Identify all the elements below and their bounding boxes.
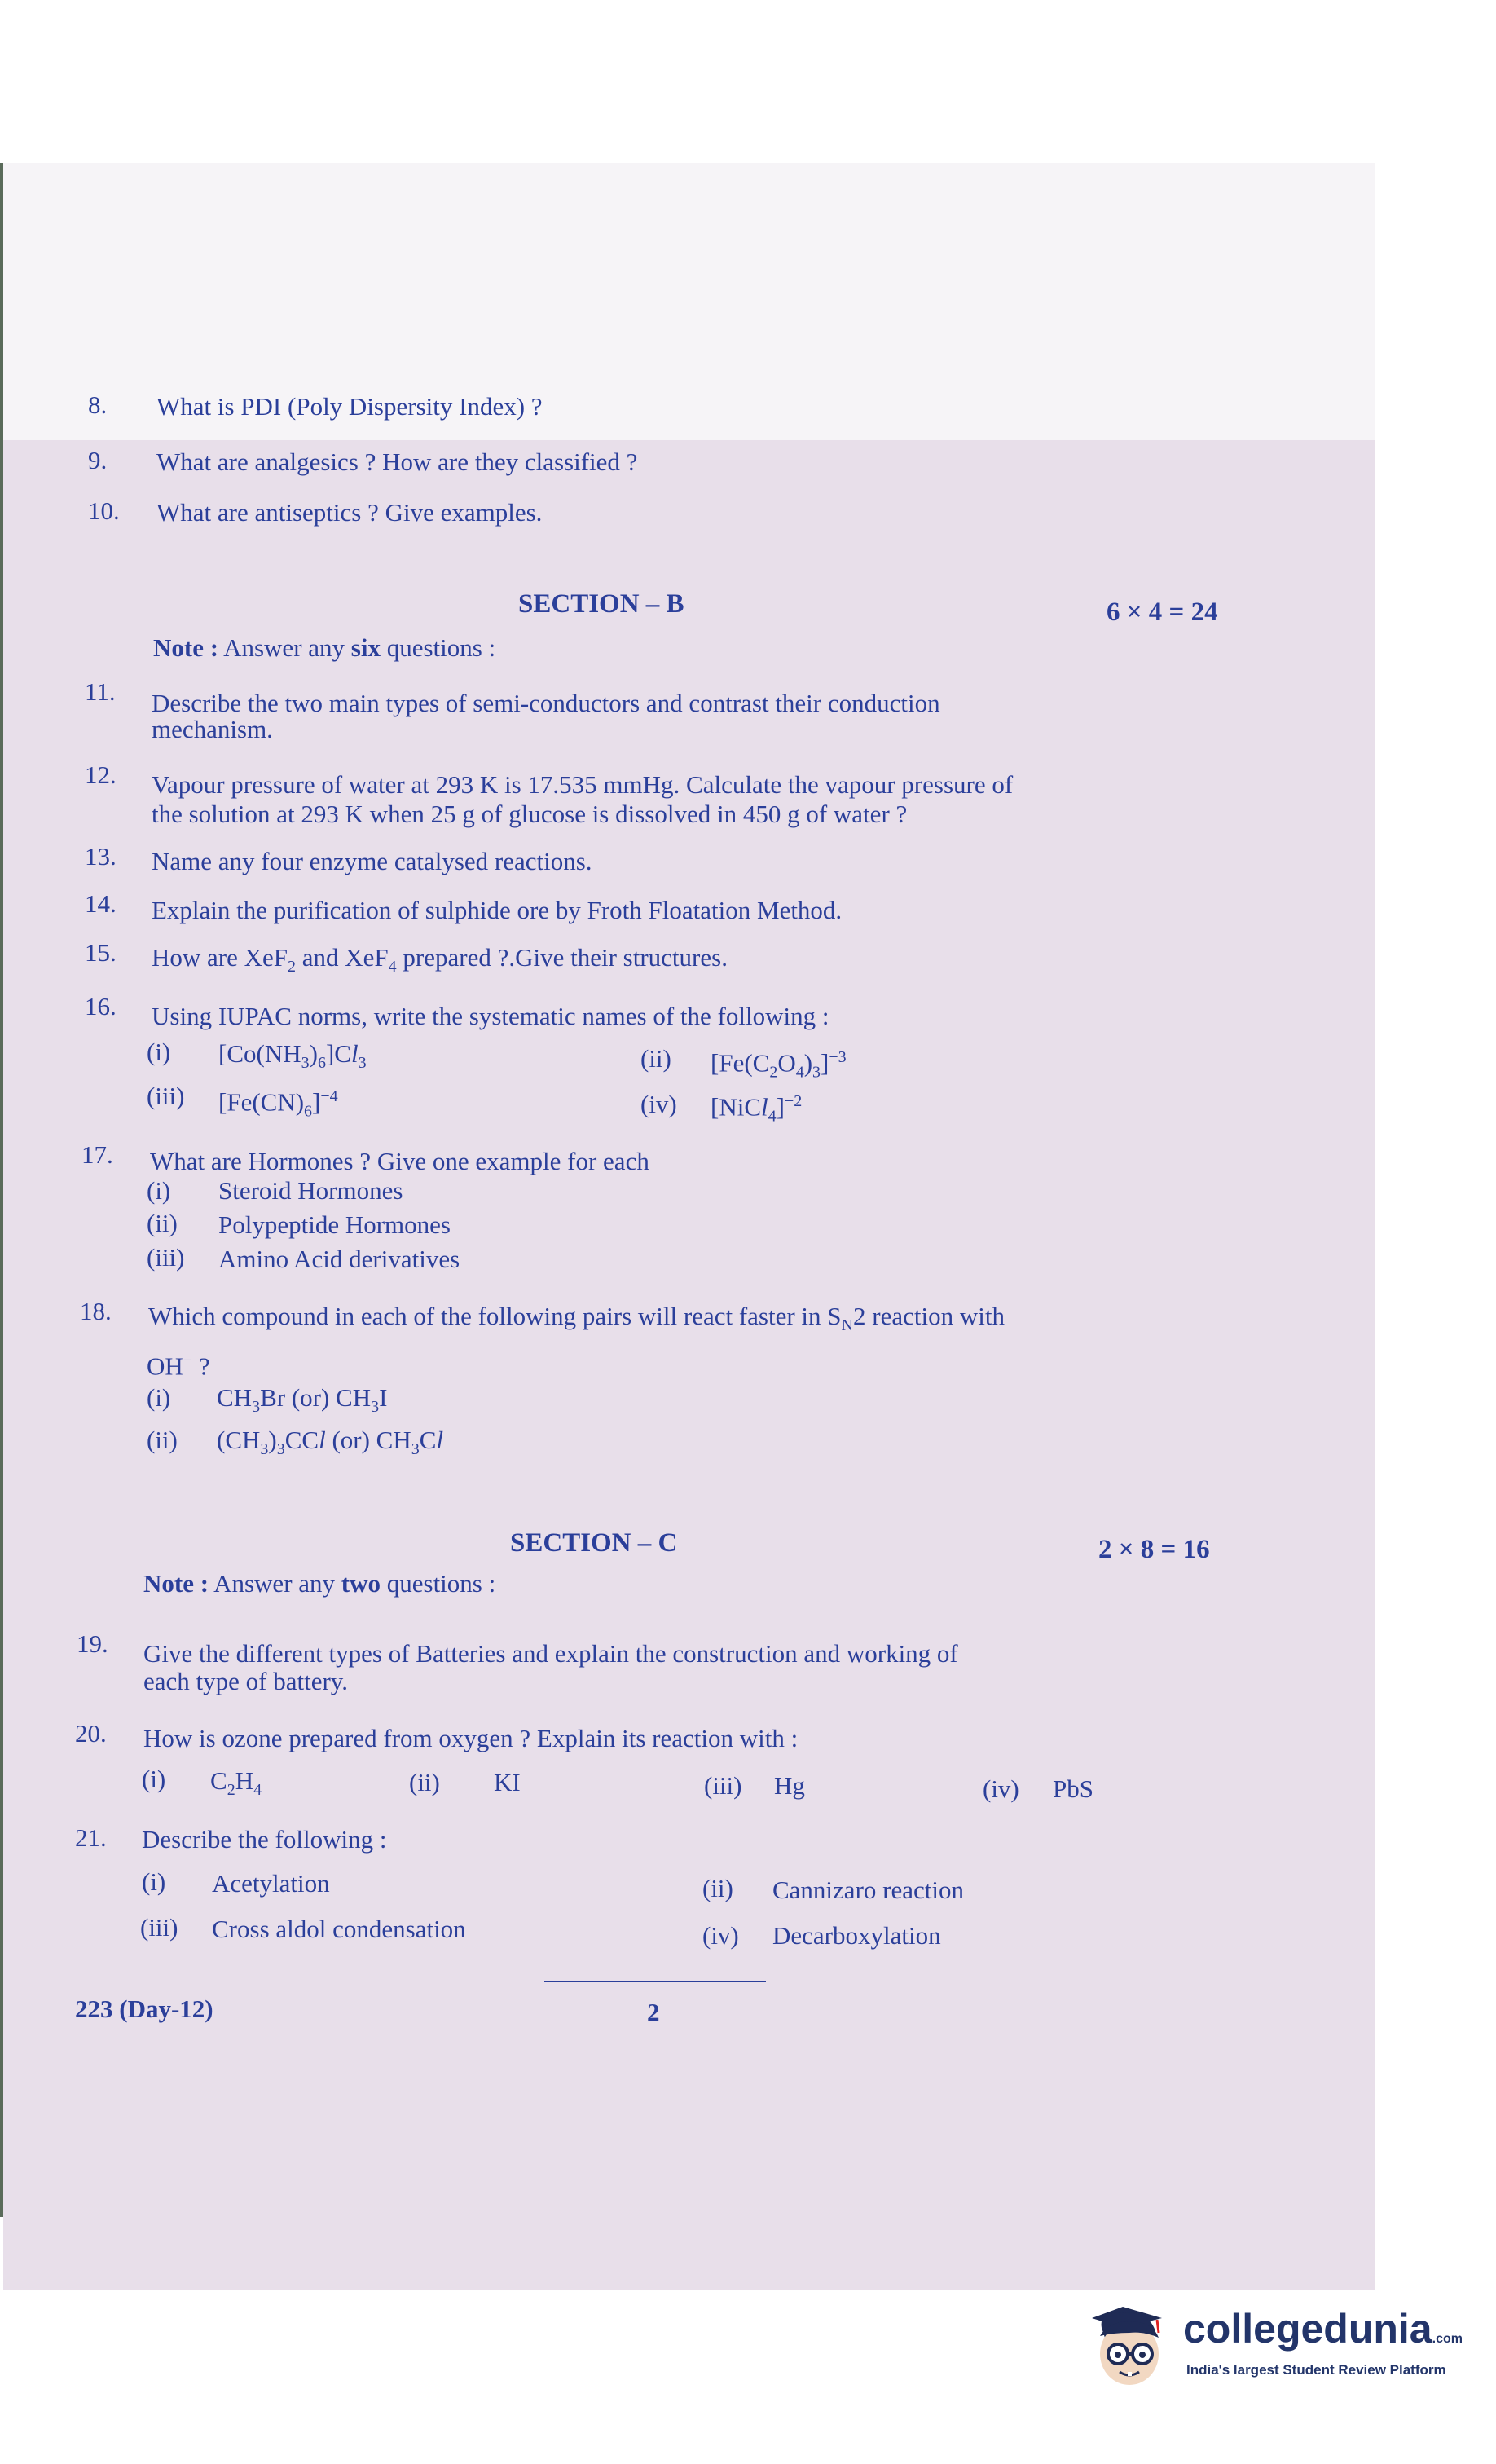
page-number: 2	[647, 1998, 660, 2026]
q13-number: 13.	[85, 842, 117, 871]
q19-line1: Give the different types of Batteries and explain the construction and working of	[143, 1639, 958, 1668]
q21-text: Describe the following :	[142, 1825, 387, 1854]
note-text: Answer any	[223, 633, 345, 662]
collegedunia-logo[interactable]	[1092, 2299, 1463, 2396]
q10-text: What are antiseptics ? Give examples.	[156, 498, 543, 527]
q17-item-ii: Polypeptide Hormones	[218, 1210, 451, 1239]
q16-number: 16.	[85, 992, 117, 1020]
q17-item-i: Steroid Hormones	[218, 1176, 403, 1205]
q17-item-i-label: (i)	[147, 1176, 171, 1205]
q21-item-iii-label: (iii)	[140, 1913, 178, 1942]
note-count: six	[350, 633, 381, 662]
q18-option-i-formula: $CH_3Br$ (or) $CH_3I$	[217, 1383, 388, 1417]
note-text-end: questions :	[386, 1569, 496, 1598]
q19-line2: each type of battery.	[143, 1667, 349, 1695]
q17-item-iii-label: (iii)	[147, 1243, 185, 1272]
q19-number: 19.	[77, 1629, 108, 1658]
note-text: Answer any	[213, 1569, 336, 1598]
note-label: Note :	[153, 633, 219, 662]
q18-option-ii-label: (ii)	[147, 1426, 178, 1454]
q16-option-iv-formula: [NiCl$_4$]$^{-2}$	[711, 1092, 803, 1126]
q16-option-iii-formula: $[Fe(CN)_6]^{-4}$	[218, 1087, 338, 1121]
q9-number: 9.	[88, 446, 108, 474]
q18-number: 18.	[80, 1297, 112, 1325]
q20-option-iv-label: (iv)	[983, 1774, 1019, 1803]
q18-option-i-label: (i)	[147, 1383, 171, 1412]
q11-line2: mechanism.	[152, 715, 273, 743]
q20-option-i-formula: $C_2H_4$	[210, 1766, 262, 1800]
section-c-title: SECTION – C	[510, 1528, 678, 1558]
section-c-note	[143, 1568, 495, 1599]
q21-item-ii: Cannizaro reaction	[772, 1876, 964, 1904]
section-b-marks: 6 × 4 = 24	[1107, 597, 1218, 627]
q8-text: What is PDI (Poly Dispersity Index) ?	[156, 392, 543, 421]
mascot-icon	[1092, 2303, 1173, 2388]
footer-rule	[544, 1981, 766, 1982]
q17-number: 17.	[81, 1140, 113, 1169]
q16-option-ii-formula: $[Fe(C_2O_4)_3]^{-3}$	[711, 1048, 847, 1082]
q20-option-iv: PbS	[1053, 1774, 1093, 1803]
q15-number: 15.	[85, 938, 117, 967]
q16-option-i-formula: $[Co(NH_3)_6]Cl_3$	[218, 1039, 367, 1073]
q18-option-ii-formula: $(CH_3)_3CCl$ (or) $CH_3Cl$	[217, 1426, 444, 1459]
q14-text: Explain the purification of sulphide ore by Froth Floatation Method.	[152, 896, 843, 924]
logo-wordmark: collegedunia.com	[1183, 2306, 1463, 2352]
q12-line1: Vapour pressure of water at 293 K is 17.535 mmHg. Calculate the vapour pressure of	[152, 770, 1014, 799]
q13-text: Name any four enzyme catalysed reactions.	[152, 847, 592, 875]
q21-number: 21.	[75, 1823, 107, 1852]
q16-option-iii-label: (iii)	[147, 1082, 185, 1110]
q17-item-ii-label: (ii)	[147, 1209, 178, 1237]
q16-option-ii-label: (ii)	[640, 1044, 671, 1073]
q8-number: 8.	[88, 390, 108, 419]
note-count: two	[341, 1569, 381, 1598]
q18-text: Which compound in each of the following pairs will react faster in $S_N2$ reaction with	[148, 1302, 1005, 1335]
q20-number: 20.	[75, 1719, 107, 1748]
q10-number: 10.	[88, 496, 120, 525]
q16-option-i-label: (i)	[147, 1038, 171, 1066]
q11-line1: Describe the two main types of semi-conductors and contrast their conduction	[152, 689, 940, 717]
q12-line2: the solution at 293 K when 25 g of glucose is dissolved in 450 g of water ?	[152, 800, 908, 828]
q17-item-iii: Amino Acid derivatives	[218, 1245, 460, 1273]
q21-item-iii: Cross aldol condensation	[212, 1915, 466, 1943]
q20-option-ii-label: (ii)	[409, 1768, 440, 1796]
q11-number: 11.	[85, 677, 116, 706]
q20-text: How is ozone prepared from oxygen ? Explain its reaction with :	[143, 1724, 799, 1752]
section-b-title: SECTION – B	[518, 589, 684, 619]
q20-option-ii: KI	[494, 1768, 521, 1796]
footer-code: 223 (Day-12)	[75, 1995, 213, 2023]
q16-option-iv-label: (iv)	[640, 1090, 677, 1118]
section-c-marks: 2 × 8 = 16	[1098, 1535, 1210, 1564]
q21-item-i-label: (i)	[142, 1867, 166, 1896]
q20-option-iii-label: (iii)	[704, 1771, 742, 1800]
q20-option-i-label: (i)	[142, 1765, 166, 1793]
q9-text: What are analgesics ? How are they classified ?	[156, 447, 638, 476]
note-text-end: questions :	[386, 633, 496, 662]
q21-item-iv: Decarboxylation	[772, 1921, 941, 1950]
q16-text: Using IUPAC norms, write the systematic names of the following :	[152, 1002, 829, 1030]
section-b-note	[153, 633, 495, 663]
q17-text: What are Hormones ? Give one example for each	[150, 1147, 649, 1175]
q12-number: 12.	[85, 760, 117, 789]
q15-text: How are XeF$_2$ and XeF$_4$ prepared ?.Give their structures.	[152, 943, 728, 976]
q21-item-i: Acetylation	[212, 1869, 330, 1898]
note-label: Note :	[143, 1569, 209, 1598]
q20-option-iii: Hg	[774, 1771, 805, 1800]
q18-line2: OH− ?	[147, 1351, 210, 1381]
q21-item-ii-label: (ii)	[702, 1874, 733, 1902]
q21-item-iv-label: (iv)	[702, 1921, 739, 1950]
logo-tagline: India's largest Student Review Platform	[1186, 2362, 1446, 2378]
q14-number: 14.	[85, 889, 117, 918]
